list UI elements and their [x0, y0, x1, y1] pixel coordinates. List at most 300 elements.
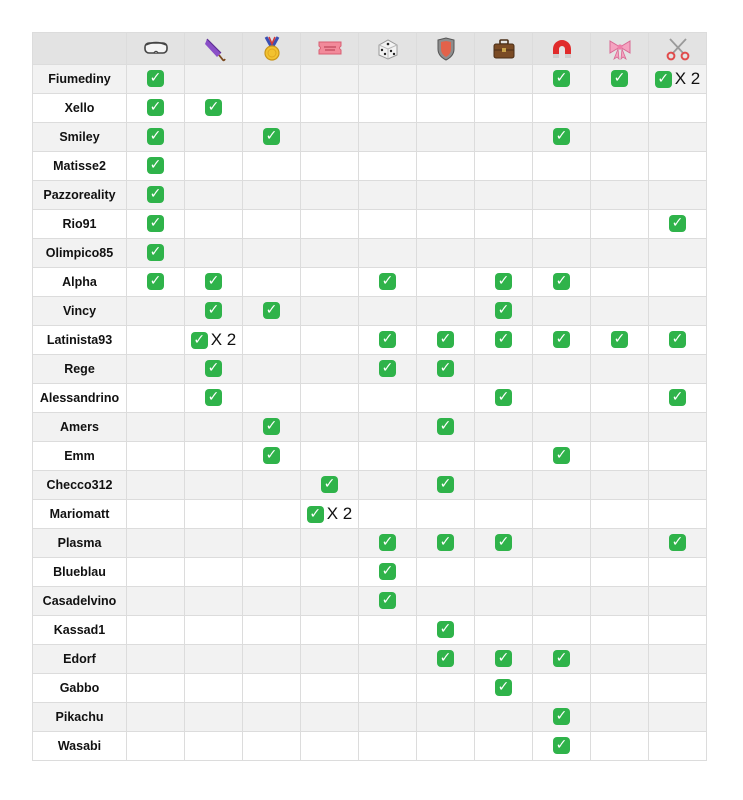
table-row	[33, 674, 707, 703]
check-icon: ✓	[437, 360, 454, 377]
table-cell	[533, 65, 591, 94]
scissors-icon	[665, 37, 691, 61]
header-ticket	[301, 33, 359, 65]
table-cell	[185, 65, 243, 94]
player-name: Vincy	[33, 297, 127, 326]
table-cell	[591, 529, 649, 558]
table-cell	[417, 152, 475, 181]
table-cell	[185, 587, 243, 616]
player-name: Plasma	[33, 529, 127, 558]
table-cell	[243, 732, 301, 761]
header-ribbon	[591, 33, 649, 65]
table-cell	[533, 703, 591, 732]
check-icon: ✓	[437, 650, 454, 667]
player-name: Olimpico85	[33, 239, 127, 268]
header-scissors	[649, 33, 707, 65]
table-cell	[243, 326, 301, 355]
check-icon: ✓	[379, 592, 396, 609]
table-cell	[243, 123, 301, 152]
table-cell	[127, 703, 185, 732]
ticket-icon	[317, 39, 343, 57]
table-cell	[243, 210, 301, 239]
table-row	[33, 500, 707, 529]
table-row	[33, 558, 707, 587]
table-cell	[533, 152, 591, 181]
table-cell	[533, 529, 591, 558]
table-cell	[243, 616, 301, 645]
ribbon-icon	[607, 38, 633, 60]
header-shield	[417, 33, 475, 65]
table-cell	[591, 645, 649, 674]
table-cell	[185, 645, 243, 674]
table-cell	[301, 94, 359, 123]
table-cell	[301, 442, 359, 471]
table-cell	[475, 384, 533, 413]
table-cell	[649, 703, 707, 732]
table-row	[33, 529, 707, 558]
check-icon: ✓	[205, 302, 222, 319]
briefcase-icon	[492, 38, 516, 60]
table-cell	[359, 123, 417, 152]
table-cell	[243, 500, 301, 529]
check-icon: ✓	[495, 331, 512, 348]
check-icon: ✓	[263, 447, 280, 464]
table-row	[33, 268, 707, 297]
table-cell	[301, 558, 359, 587]
table-cell	[533, 210, 591, 239]
table-row	[33, 239, 707, 268]
table-cell	[127, 529, 185, 558]
table-cell	[243, 587, 301, 616]
check-icon: ✓	[437, 476, 454, 493]
table-cell	[591, 413, 649, 442]
table-cell	[127, 645, 185, 674]
table-cell	[359, 181, 417, 210]
table-cell	[417, 297, 475, 326]
table-cell	[533, 616, 591, 645]
table-cell	[359, 152, 417, 181]
table-row	[33, 326, 707, 355]
player-name: Checco312	[33, 471, 127, 500]
check-icon: ✓	[495, 273, 512, 290]
check-icon: ✓	[495, 302, 512, 319]
table-cell	[475, 181, 533, 210]
table-cell	[475, 210, 533, 239]
table-cell	[533, 239, 591, 268]
check-icon: ✓	[553, 331, 570, 348]
header-goggles	[127, 33, 185, 65]
table-cell	[649, 268, 707, 297]
table-cell	[301, 239, 359, 268]
table-cell	[301, 529, 359, 558]
table-cell	[533, 442, 591, 471]
table-cell	[417, 123, 475, 152]
table-cell	[417, 239, 475, 268]
player-name: Pazzoreality	[33, 181, 127, 210]
check-icon: ✓	[205, 273, 222, 290]
table-cell	[649, 65, 707, 94]
check-icon: ✓	[205, 360, 222, 377]
table-cell	[591, 471, 649, 500]
table-cell	[127, 152, 185, 181]
table-cell	[301, 413, 359, 442]
table-cell	[127, 326, 185, 355]
table-row	[33, 152, 707, 181]
check-icon: ✓	[495, 679, 512, 696]
check-icon: ✓	[655, 71, 672, 88]
table-cell	[301, 616, 359, 645]
table-cell	[533, 732, 591, 761]
table-cell	[475, 529, 533, 558]
table-row	[33, 297, 707, 326]
check-icon: ✓	[379, 331, 396, 348]
check-icon: ✓	[669, 215, 686, 232]
table-cell	[185, 674, 243, 703]
table-cell	[243, 413, 301, 442]
table-cell	[127, 500, 185, 529]
table-cell	[475, 355, 533, 384]
table-cell	[475, 732, 533, 761]
table-cell	[591, 94, 649, 123]
table-cell	[417, 355, 475, 384]
table-cell	[475, 94, 533, 123]
table-cell	[127, 558, 185, 587]
table-cell	[185, 529, 243, 558]
table-cell	[127, 239, 185, 268]
check-icon: ✓	[379, 360, 396, 377]
table-cell	[243, 558, 301, 587]
count-label: X 2	[674, 69, 701, 88]
header-row	[33, 33, 707, 65]
table-cell	[243, 94, 301, 123]
table-cell	[649, 500, 707, 529]
table-cell	[591, 616, 649, 645]
table-row	[33, 703, 707, 732]
table-cell	[475, 616, 533, 645]
table-cell	[417, 413, 475, 442]
table-cell	[185, 384, 243, 413]
check-icon: ✓	[147, 215, 164, 232]
table-cell	[301, 268, 359, 297]
check-icon: ✓	[553, 708, 570, 725]
table-row	[33, 616, 707, 645]
table-cell	[533, 123, 591, 152]
table-cell	[301, 355, 359, 384]
magnet-icon	[550, 38, 574, 60]
table-cell	[359, 239, 417, 268]
check-icon: ✓	[205, 99, 222, 116]
check-icon: ✓	[669, 534, 686, 551]
table-cell	[301, 297, 359, 326]
table-cell	[649, 384, 707, 413]
table-cell	[649, 616, 707, 645]
table-cell	[185, 558, 243, 587]
table-row	[33, 413, 707, 442]
player-name: Xello	[33, 94, 127, 123]
umbrella-icon	[201, 36, 227, 62]
table-cell	[301, 732, 359, 761]
table-cell	[591, 703, 649, 732]
check-icon: ✓	[379, 534, 396, 551]
check-icon: ✓	[437, 331, 454, 348]
table-cell	[417, 645, 475, 674]
table-cell	[243, 355, 301, 384]
table-cell	[649, 442, 707, 471]
table-cell	[533, 355, 591, 384]
table-cell	[417, 674, 475, 703]
table-cell	[185, 500, 243, 529]
table-cell	[359, 94, 417, 123]
table-cell	[591, 268, 649, 297]
count-label: X 2	[210, 330, 237, 349]
table-cell	[475, 587, 533, 616]
table-cell	[591, 384, 649, 413]
check-icon: ✓	[611, 331, 628, 348]
table-cell	[475, 326, 533, 355]
check-icon: ✓	[553, 70, 570, 87]
table-cell	[417, 732, 475, 761]
table-cell	[301, 587, 359, 616]
table-cell	[359, 616, 417, 645]
table-cell	[649, 355, 707, 384]
player-name: Matisse2	[33, 152, 127, 181]
table-cell	[417, 471, 475, 500]
table-cell	[127, 442, 185, 471]
table-cell	[243, 384, 301, 413]
table-cell	[533, 181, 591, 210]
table-cell	[417, 703, 475, 732]
table-cell	[127, 674, 185, 703]
table-cell	[649, 326, 707, 355]
table-cell	[185, 94, 243, 123]
table-cell	[185, 123, 243, 152]
table-cell	[649, 529, 707, 558]
table-cell	[185, 268, 243, 297]
player-name: Fiumediny	[33, 65, 127, 94]
table-cell	[301, 181, 359, 210]
table-cell	[591, 123, 649, 152]
table-cell	[359, 65, 417, 94]
table-cell	[533, 471, 591, 500]
table-cell	[591, 65, 649, 94]
header-briefcase	[475, 33, 533, 65]
table-cell	[649, 674, 707, 703]
header-dice	[359, 33, 417, 65]
count-label: X 2	[326, 504, 353, 523]
table-cell	[359, 674, 417, 703]
table-cell	[649, 297, 707, 326]
table-cell	[475, 65, 533, 94]
table-cell	[417, 558, 475, 587]
table-cell	[185, 442, 243, 471]
table-cell	[591, 442, 649, 471]
table-cell	[185, 181, 243, 210]
table-cell	[127, 181, 185, 210]
table-cell	[185, 210, 243, 239]
table-cell	[185, 616, 243, 645]
table-cell	[185, 326, 243, 355]
table-cell	[649, 123, 707, 152]
table-cell	[359, 587, 417, 616]
table-row	[33, 471, 707, 500]
header-medal	[243, 33, 301, 65]
header-corner-cell	[33, 33, 127, 65]
table-cell	[359, 558, 417, 587]
check-icon: ✓	[147, 244, 164, 261]
table-cell	[359, 355, 417, 384]
table-cell	[475, 674, 533, 703]
check-icon: ✓	[495, 650, 512, 667]
table-cell	[127, 471, 185, 500]
table-cell	[649, 732, 707, 761]
check-icon: ✓	[495, 534, 512, 551]
table-cell	[475, 297, 533, 326]
check-icon: ✓	[553, 737, 570, 754]
table-row	[33, 94, 707, 123]
table-cell	[417, 65, 475, 94]
table-cell	[649, 413, 707, 442]
player-name: Pikachu	[33, 703, 127, 732]
check-icon: ✓	[263, 418, 280, 435]
table-cell	[127, 355, 185, 384]
check-icon: ✓	[147, 70, 164, 87]
player-name: Mariomatt	[33, 500, 127, 529]
table-cell	[591, 297, 649, 326]
table-cell	[127, 210, 185, 239]
player-name: Casadelvino	[33, 587, 127, 616]
table-cell	[533, 500, 591, 529]
check-icon: ✓	[611, 70, 628, 87]
table-row	[33, 587, 707, 616]
table-cell	[243, 674, 301, 703]
check-icon: ✓	[437, 534, 454, 551]
table-cell	[533, 384, 591, 413]
table-cell	[359, 500, 417, 529]
table-cell	[359, 442, 417, 471]
table-cell	[301, 210, 359, 239]
header-umbrella	[185, 33, 243, 65]
table-cell	[533, 94, 591, 123]
table-cell	[533, 413, 591, 442]
table-cell	[475, 152, 533, 181]
check-icon: ✓	[263, 302, 280, 319]
table-cell	[591, 152, 649, 181]
table-cell	[243, 152, 301, 181]
player-name: Smiley	[33, 123, 127, 152]
table-cell	[359, 529, 417, 558]
check-icon: ✓	[205, 389, 222, 406]
table-cell	[591, 587, 649, 616]
check-icon: ✓	[147, 128, 164, 145]
check-icon: ✓	[379, 563, 396, 580]
table-cell	[475, 471, 533, 500]
check-icon: ✓	[437, 418, 454, 435]
table-cell	[185, 297, 243, 326]
table-cell	[475, 413, 533, 442]
player-name: Gabbo	[33, 674, 127, 703]
table-cell	[591, 326, 649, 355]
player-name: Amers	[33, 413, 127, 442]
table-cell	[243, 442, 301, 471]
table-cell	[649, 471, 707, 500]
table-cell	[417, 94, 475, 123]
table-cell	[359, 326, 417, 355]
table-cell	[417, 326, 475, 355]
table-cell	[649, 94, 707, 123]
table-body	[33, 65, 707, 761]
table-row	[33, 65, 707, 94]
table-cell	[417, 529, 475, 558]
table-cell	[533, 268, 591, 297]
table-cell	[417, 384, 475, 413]
table-cell	[127, 94, 185, 123]
table-cell	[417, 587, 475, 616]
table-cell	[301, 500, 359, 529]
table-cell	[475, 703, 533, 732]
table-cell	[475, 268, 533, 297]
check-icon: ✓	[147, 186, 164, 203]
table-cell	[591, 500, 649, 529]
check-icon: ✓	[553, 128, 570, 145]
table-row	[33, 210, 707, 239]
table-cell	[301, 674, 359, 703]
check-icon: ✓	[669, 389, 686, 406]
table-cell	[475, 239, 533, 268]
table-cell	[301, 384, 359, 413]
table-row	[33, 181, 707, 210]
table-cell	[185, 703, 243, 732]
table-cell	[649, 587, 707, 616]
table-cell	[243, 65, 301, 94]
table-cell	[243, 239, 301, 268]
table-cell	[417, 442, 475, 471]
table-cell	[185, 732, 243, 761]
check-icon: ✓	[147, 157, 164, 174]
header-magnet	[533, 33, 591, 65]
table-cell	[185, 471, 243, 500]
table-cell	[127, 413, 185, 442]
medal-icon	[261, 36, 283, 62]
table-cell	[185, 355, 243, 384]
table-cell	[649, 210, 707, 239]
table-cell	[359, 413, 417, 442]
table-cell	[591, 239, 649, 268]
check-icon: ✓	[669, 331, 686, 348]
table-cell	[185, 413, 243, 442]
table-cell	[359, 210, 417, 239]
table-cell	[243, 297, 301, 326]
player-name: Alessandrino	[33, 384, 127, 413]
table-cell	[301, 326, 359, 355]
check-icon: ✓	[553, 447, 570, 464]
table-cell	[243, 645, 301, 674]
check-icon: ✓	[147, 99, 164, 116]
check-icon: ✓	[379, 273, 396, 290]
check-icon: ✓	[307, 506, 324, 523]
goggles-icon	[143, 39, 169, 57]
table-cell	[475, 500, 533, 529]
table-cell	[301, 645, 359, 674]
table-cell	[301, 471, 359, 500]
achievements-table	[32, 32, 707, 761]
check-icon: ✓	[147, 273, 164, 290]
table-cell	[533, 297, 591, 326]
table-row	[33, 123, 707, 152]
table-cell	[649, 181, 707, 210]
table-cell	[591, 210, 649, 239]
table-cell	[417, 210, 475, 239]
table-cell	[127, 732, 185, 761]
